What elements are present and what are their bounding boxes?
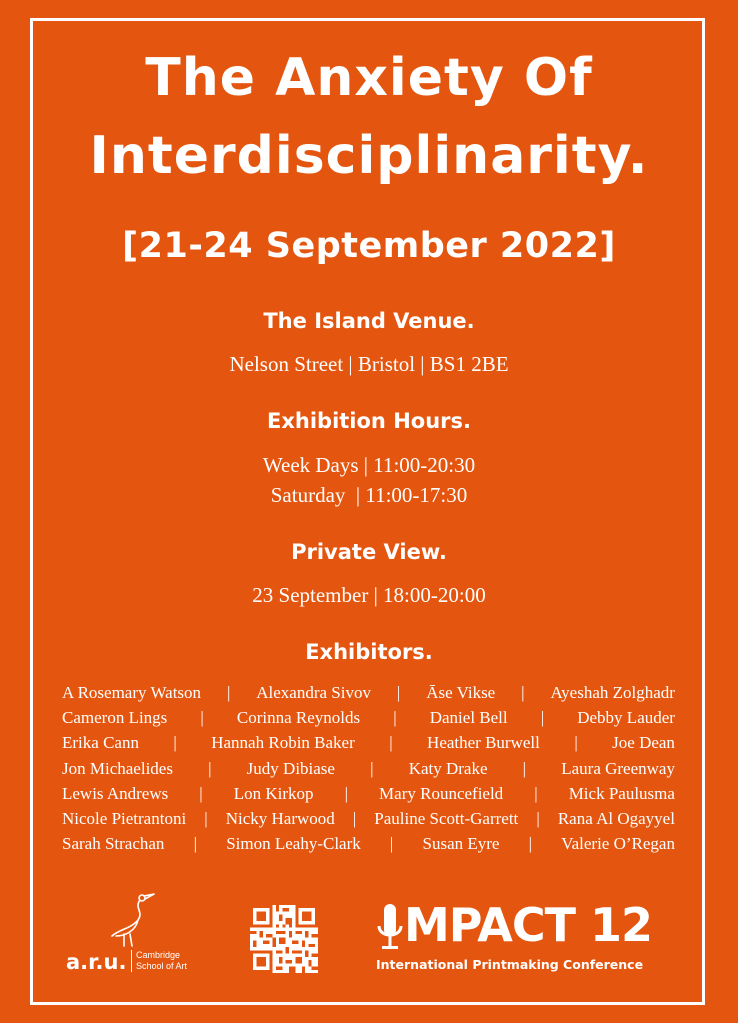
private-view-heading: Private View. — [291, 540, 447, 564]
exhibitor-name: Daniel Bell — [429, 708, 508, 728]
venue-heading: The Island Venue. — [263, 309, 475, 333]
separator: | — [204, 809, 208, 829]
microphone-icon — [376, 904, 404, 952]
exhibitor-name: Lon Kirkop — [233, 783, 314, 803]
exhibitor-name: Joe Dean — [612, 733, 675, 753]
separator: | — [396, 683, 401, 702]
separator: | — [193, 834, 198, 854]
private-view-text: 23 September | 18:00-20:00 — [252, 583, 486, 607]
exhibitor-name: Erika Cann — [62, 733, 139, 753]
exhibitor-name: Katy Drake — [408, 758, 488, 778]
separator: | — [370, 758, 374, 778]
exhibitor-name: Lewis Andrews — [62, 783, 169, 803]
exhibitor-name: Cameron Lings — [62, 708, 168, 728]
exhibitor-name: Pauline Scott-Garrett — [374, 809, 519, 829]
exhibitors-heading: Exhibitors. — [305, 640, 433, 664]
impact-logo — [376, 900, 676, 980]
separator: | — [173, 733, 177, 753]
exhibitor-name: Corinna Reynolds — [236, 708, 361, 728]
separator: | — [389, 834, 394, 854]
separator: | — [528, 834, 533, 854]
heron-icon — [104, 890, 164, 948]
separator: | — [521, 683, 525, 702]
exhibitor-name: Hannah Robin Baker — [211, 733, 355, 753]
exhibitors-line — [62, 680, 675, 705]
exhibitors-list — [62, 680, 675, 856]
separator: | — [540, 708, 545, 728]
hours-heading: Exhibition Hours. — [267, 409, 471, 433]
hours-weekdays: Week Days | 11:00-20:30 — [262, 453, 476, 477]
exhibitor-name: Simon Leahy-Clark — [226, 834, 361, 854]
exhibitor-name: Mary Rouncefield — [379, 783, 504, 803]
exhibitor-name: Heather Burwell — [427, 733, 540, 753]
separator: | — [574, 733, 578, 753]
aru-logo — [66, 890, 196, 980]
exhibitor-name: Sarah Strachan — [62, 834, 165, 854]
exhibitor-name: Ayeshah Zolghadr — [550, 683, 675, 702]
aru-subtitle-line-2: School of Art — [136, 961, 188, 971]
impact-subtitle: International Printmaking Conference — [376, 957, 644, 972]
title-line-2: Interdisciplinarity. — [89, 126, 649, 186]
exhibitor-name: Jon Michaelides — [62, 758, 173, 778]
exhibitors-line — [62, 705, 675, 730]
exhibitor-name: Susan Eyre — [422, 834, 500, 854]
exhibitor-name: Mick Paulusma — [568, 783, 675, 803]
aru-wordmark: a.r.u. — [66, 950, 127, 974]
separator: | — [522, 758, 527, 778]
exhibitor-name: Laura Greenway — [561, 758, 675, 778]
exhibitor-name: Valerie O’Regan — [561, 834, 675, 854]
aru-divider — [131, 950, 132, 972]
aru-subtitle-line-1: Cambridge — [136, 950, 181, 960]
exhibitors-line — [62, 781, 675, 806]
aru-subtitle — [136, 950, 206, 972]
exhibitor-name: Āse Vikse — [426, 683, 496, 702]
separator: | — [352, 809, 357, 829]
exhibitor-name: Debby Lauder — [577, 708, 675, 728]
exhibitor-name: Alexandra Sivov — [256, 683, 371, 702]
exhibitors-line — [62, 831, 675, 856]
separator: | — [536, 809, 540, 829]
title-line-1: The Anxiety Of — [145, 48, 593, 108]
separator: | — [226, 683, 231, 702]
exhibitors-line — [62, 730, 675, 755]
exhibitor-name: A Rosemary Watson — [62, 683, 202, 702]
separator: | — [534, 783, 538, 803]
exhibitors-line — [62, 756, 675, 781]
exhibitor-name: Judy Dibiase — [246, 758, 335, 778]
event-dates: [21-24 September 2022] — [122, 226, 616, 266]
qr-code-icon[interactable] — [250, 905, 318, 973]
hours-saturday: Saturday | 11:00-17:30 — [270, 483, 468, 507]
separator: | — [393, 708, 397, 728]
separator: | — [389, 733, 393, 753]
exhibitors-line — [62, 806, 675, 831]
separator: | — [208, 758, 212, 778]
exhibitor-name: Nicky Harwood — [225, 809, 335, 829]
exhibitor-name: Nicole Pietrantoni — [62, 809, 187, 829]
venue-address: Nelson Street | Bristol | BS1 2BE — [229, 352, 509, 376]
exhibitor-name: Rana Al Ogayyel — [557, 809, 675, 829]
separator: | — [200, 708, 204, 728]
separator: | — [199, 783, 203, 803]
impact-wordmark: MPACT 12 — [404, 898, 653, 952]
separator: | — [344, 783, 348, 803]
